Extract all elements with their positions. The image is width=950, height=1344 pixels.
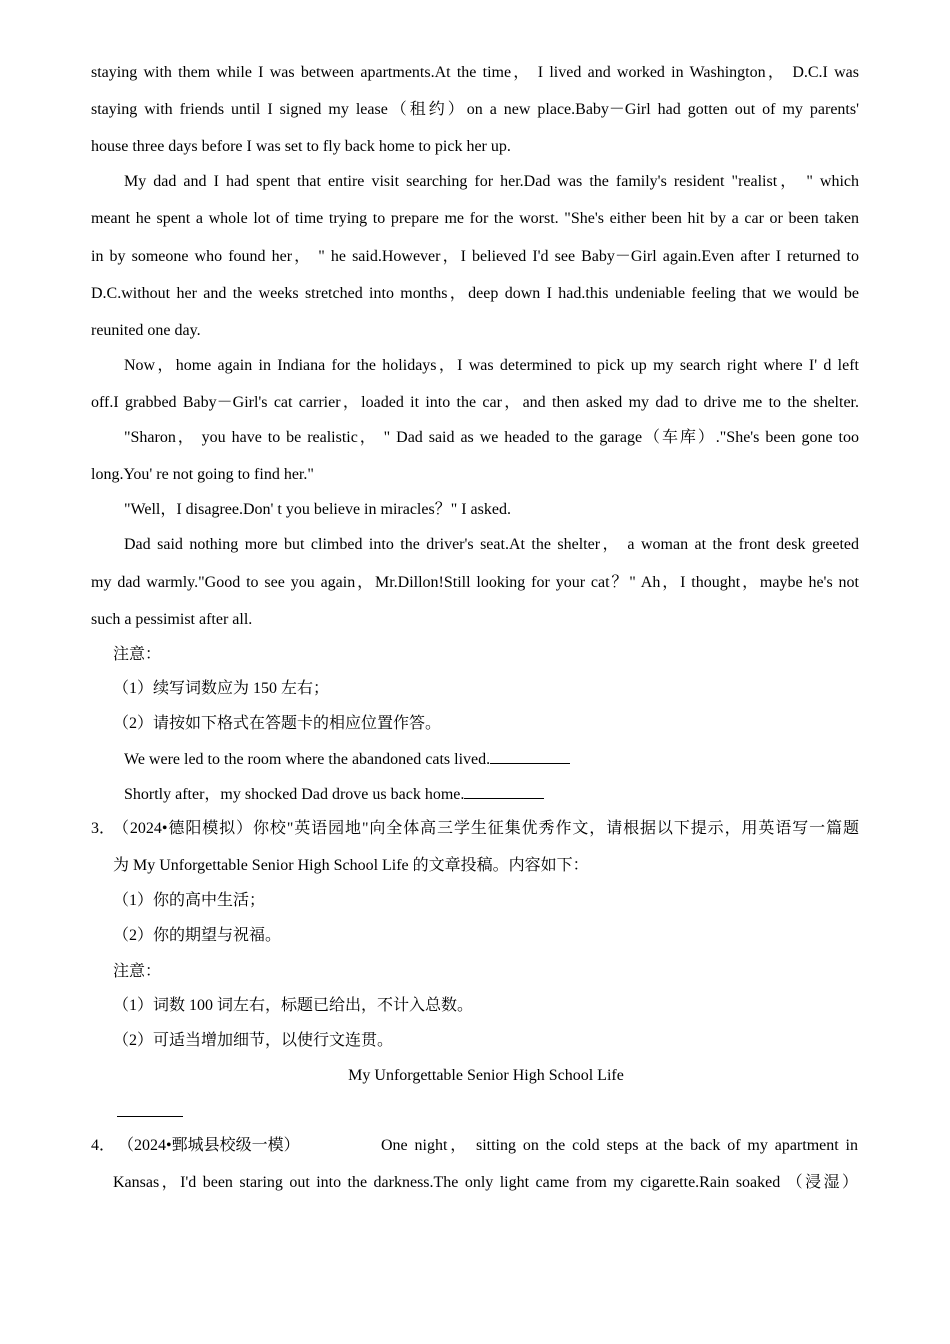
answer-blank[interactable] xyxy=(490,749,570,764)
passage-line: staying with friends until I signed my lease（租约）on a new place.Baby－Girl had gotten out of my parents' xyxy=(91,101,859,118)
passage-line: off.I grabbed Baby－Girl's cat carrier，loaded it into the car，and then asked my dad to drive me to the shelter. xyxy=(91,394,859,411)
continuation-starter xyxy=(124,784,544,805)
essay-title: My Unforgettable Senior High School Life xyxy=(348,1067,624,1084)
question-number: 4． xyxy=(91,1137,116,1154)
prompt-point: （1）你的高中生活； xyxy=(113,892,266,909)
passage-line: "Sharon， you have to be realistic， " Dad said as we headed to the garage（车库）."She's been gone too xyxy=(124,429,859,446)
passage-line: such a pessimist after all. xyxy=(91,611,253,628)
passage-line: "Well，I disagree.Don' t you believe in miracles？" I asked. xyxy=(124,501,511,518)
passage-line: my dad warmly."Good to see you again，Mr.Dillon!Still looking for your cat？" Ah，I thought，maybe he's not xyxy=(91,574,859,591)
passage-line: staying with them while I was between apartments.At the time， I lived and worked in Washington， D.C.I was xyxy=(91,64,859,81)
note-item: （1）词数 100 词左右，标题已给出，不计入总数。 xyxy=(113,997,474,1014)
passage-line: reunited one day. xyxy=(91,322,201,339)
question-passage: One night， sitting on the cold steps at the back of my apartment in xyxy=(381,1137,858,1154)
question-number: 3． xyxy=(91,820,116,837)
notes-label: 注意： xyxy=(113,646,162,663)
notes-label: 注意： xyxy=(113,963,162,980)
note-item: （1）续写词数应为 150 左右； xyxy=(113,680,330,697)
question-prompt: （2024•德阳模拟）你校"英语园地"向全体高三学生征集优秀作文，请根据以下提示，用英语写一篇题 xyxy=(113,820,859,837)
passage-line: My dad and I had spent that entire visit searching for her.Dad was the family's resident "realist， " which xyxy=(124,173,859,190)
passage-line: house three days before I was set to fly back home to pick her up. xyxy=(91,138,511,155)
passage-line: in by someone who found her， " he said.However，I believed I'd see Baby－Girl again.Even after I returned to xyxy=(91,248,859,265)
passage-line: meant he spent a whole lot of time trying to prepare me for the worst. "She's either been hit by a car or been taken xyxy=(91,210,859,227)
answer-blank[interactable] xyxy=(464,784,544,799)
passage-line: long.You' re not going to find her." xyxy=(91,466,314,483)
question-source: （2024•鄄城县校级一模） xyxy=(118,1137,300,1154)
answer-line[interactable] xyxy=(117,1116,183,1117)
prompt-point: （2）你的期望与祝福。 xyxy=(113,927,282,944)
passage-line: Now，home again in Indiana for the holidays，I was determined to pick up my search right where I' d left xyxy=(124,357,859,374)
question-passage: Kansas，I'd been staring out into the darkness.The only light came from my cigarette.Rain soaked （浸湿） xyxy=(113,1174,858,1191)
continuation-starter xyxy=(124,749,570,770)
passage-line: D.C.without her and the weeks stretched into months，deep down I had.this undeniable feeling that we would be xyxy=(91,285,859,302)
starter-sentence: We were led to the room where the abandoned cats lived. xyxy=(124,751,491,768)
passage-line: Dad said nothing more but climbed into the driver's seat.At the shelter， a woman at the front desk greeted xyxy=(124,536,859,553)
note-item: （2）请按如下格式在答题卡的相应位置作答。 xyxy=(113,715,442,732)
starter-sentence: Shortly after，my shocked Dad drove us back home. xyxy=(124,786,465,803)
note-item: （2）可适当增加细节，以使行文连贯。 xyxy=(113,1032,394,1049)
question-prompt: 为 My Unforgettable Senior High School Life 的文章投稿。内容如下： xyxy=(113,857,589,874)
